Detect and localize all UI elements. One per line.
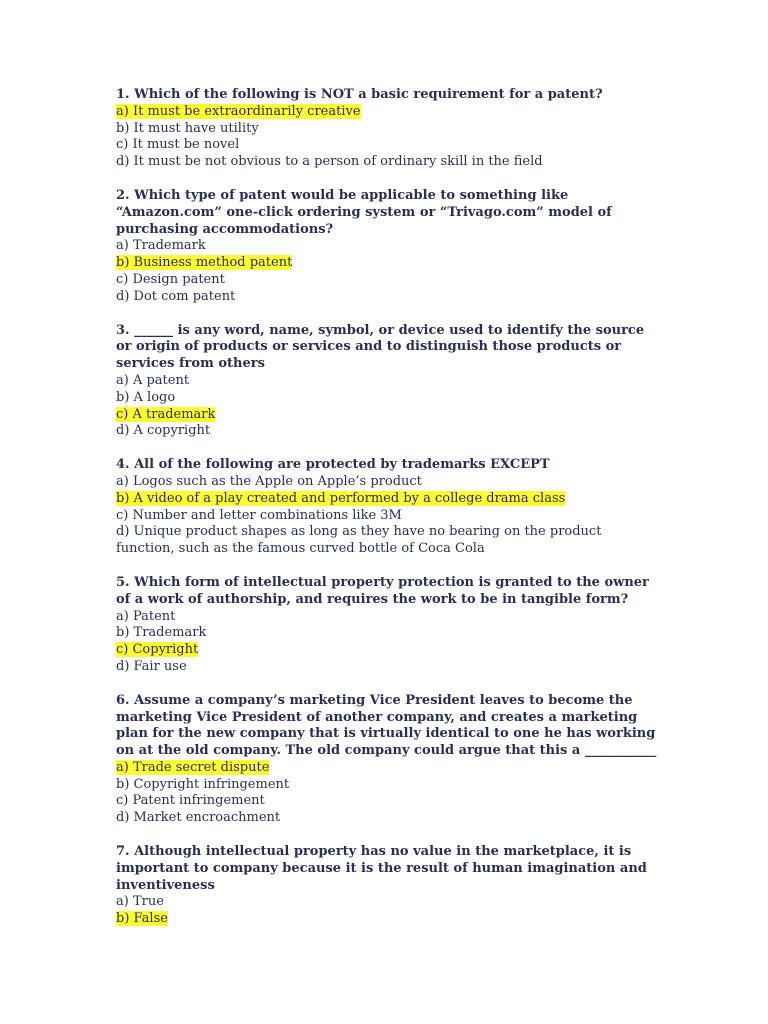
option-text: a) Logos such as the Apple on Apple’s product — [116, 473, 422, 489]
option-text: a) Trademark — [116, 238, 206, 254]
option-text: d) Fair use — [116, 658, 187, 674]
option-list — [116, 609, 661, 676]
option-c — [116, 642, 661, 659]
option-a — [116, 104, 661, 121]
option-text: c) Number and letter combinations like 3M — [116, 507, 402, 523]
option-a — [116, 894, 661, 911]
option-text: d) A copyright — [116, 423, 211, 439]
question-5 — [116, 575, 661, 676]
option-text: b) Copyright infringement — [116, 776, 290, 792]
option-c — [116, 407, 661, 424]
option-text: c) A trademark — [116, 406, 216, 422]
option-text: a) A patent — [116, 372, 190, 388]
option-text: d) Market encroachment — [116, 810, 281, 826]
option-text: c) Patent infringement — [116, 793, 265, 809]
option-d — [116, 524, 661, 558]
option-b — [116, 255, 661, 272]
option-c — [116, 793, 661, 810]
question-1 — [116, 87, 661, 171]
option-list — [116, 104, 661, 171]
option-a — [116, 238, 661, 255]
question-text: 5. Which form of intellectual property protection is granted to the owner of a work of authorship, and requires the work to be in tangible form? — [116, 574, 649, 607]
option-d — [116, 154, 661, 171]
option-text: b) It must have utility — [116, 120, 259, 136]
option-list — [116, 894, 661, 928]
option-c — [116, 272, 661, 289]
option-c — [116, 508, 661, 525]
option-list — [116, 373, 661, 440]
option-b — [116, 777, 661, 794]
option-a — [116, 609, 661, 626]
option-c — [116, 137, 661, 154]
option-list — [116, 474, 661, 558]
option-list — [116, 238, 661, 305]
question-2 — [116, 188, 661, 306]
option-text: c) It must be novel — [116, 137, 240, 153]
option-text: d) Unique product shapes as long as they have no bearing on the product function, such as the famous curved bottle of Coca Cola — [116, 524, 602, 557]
quiz-document — [116, 87, 661, 945]
question-text: 3. ______ is any word, name, symbol, or device used to identify the source or origin of products or services and to distinguish those products or services from others — [116, 322, 645, 372]
option-a — [116, 373, 661, 390]
question-text: 1. Which of the following is NOT a basic requirement for a patent? — [116, 87, 603, 102]
option-d — [116, 289, 661, 306]
question-text: 2. Which type of patent would be applicable to something like “Amazon.com” one-click ordering system or “Trivago.com” model of purchasing accommodations? — [116, 187, 612, 237]
question-text: 4. All of the following are protected by trademarks EXCEPT — [116, 457, 550, 473]
option-d — [116, 659, 661, 676]
option-b — [116, 491, 661, 508]
question-3 — [116, 323, 661, 441]
option-text: b) Trademark — [116, 625, 207, 641]
question-6 — [116, 693, 661, 827]
option-a — [116, 474, 661, 491]
option-b — [116, 911, 661, 928]
option-text: d) Dot com patent — [116, 288, 236, 304]
option-text: b) A video of a play created and performed by a college drama class — [116, 490, 566, 506]
option-text: a) Trade secret dispute — [116, 759, 270, 775]
question-text: 6. Assume a company’s marketing Vice President leaves to become the marketing Vice President of another company, and creates a marketing plan for the new company that is virtually identical to one he has working on at the old company. The old company could argue that this a ___________ — [116, 692, 657, 759]
option-text: b) False — [116, 911, 168, 927]
option-b — [116, 625, 661, 642]
question-7 — [116, 844, 661, 928]
option-d — [116, 423, 661, 440]
option-text: c) Copyright — [116, 642, 199, 658]
option-text: a) True — [116, 894, 164, 910]
option-text: a) It must be extraordinarily creative — [116, 103, 361, 119]
option-b — [116, 390, 661, 407]
option-text: b) Business method patent — [116, 255, 293, 271]
option-d — [116, 810, 661, 827]
option-text: a) Patent — [116, 608, 176, 624]
option-b — [116, 121, 661, 138]
option-text: b) A logo — [116, 389, 176, 405]
question-text: 7. Although intellectual property has no value in the marketplace, it is important to company because it is the result of human imagination and inventiveness — [116, 844, 647, 893]
option-list — [116, 760, 661, 827]
question-4 — [116, 457, 661, 558]
option-a — [116, 760, 661, 777]
option-text: d) It must be not obvious to a person of ordinary skill in the field — [116, 154, 543, 170]
option-text: c) Design patent — [116, 271, 225, 287]
